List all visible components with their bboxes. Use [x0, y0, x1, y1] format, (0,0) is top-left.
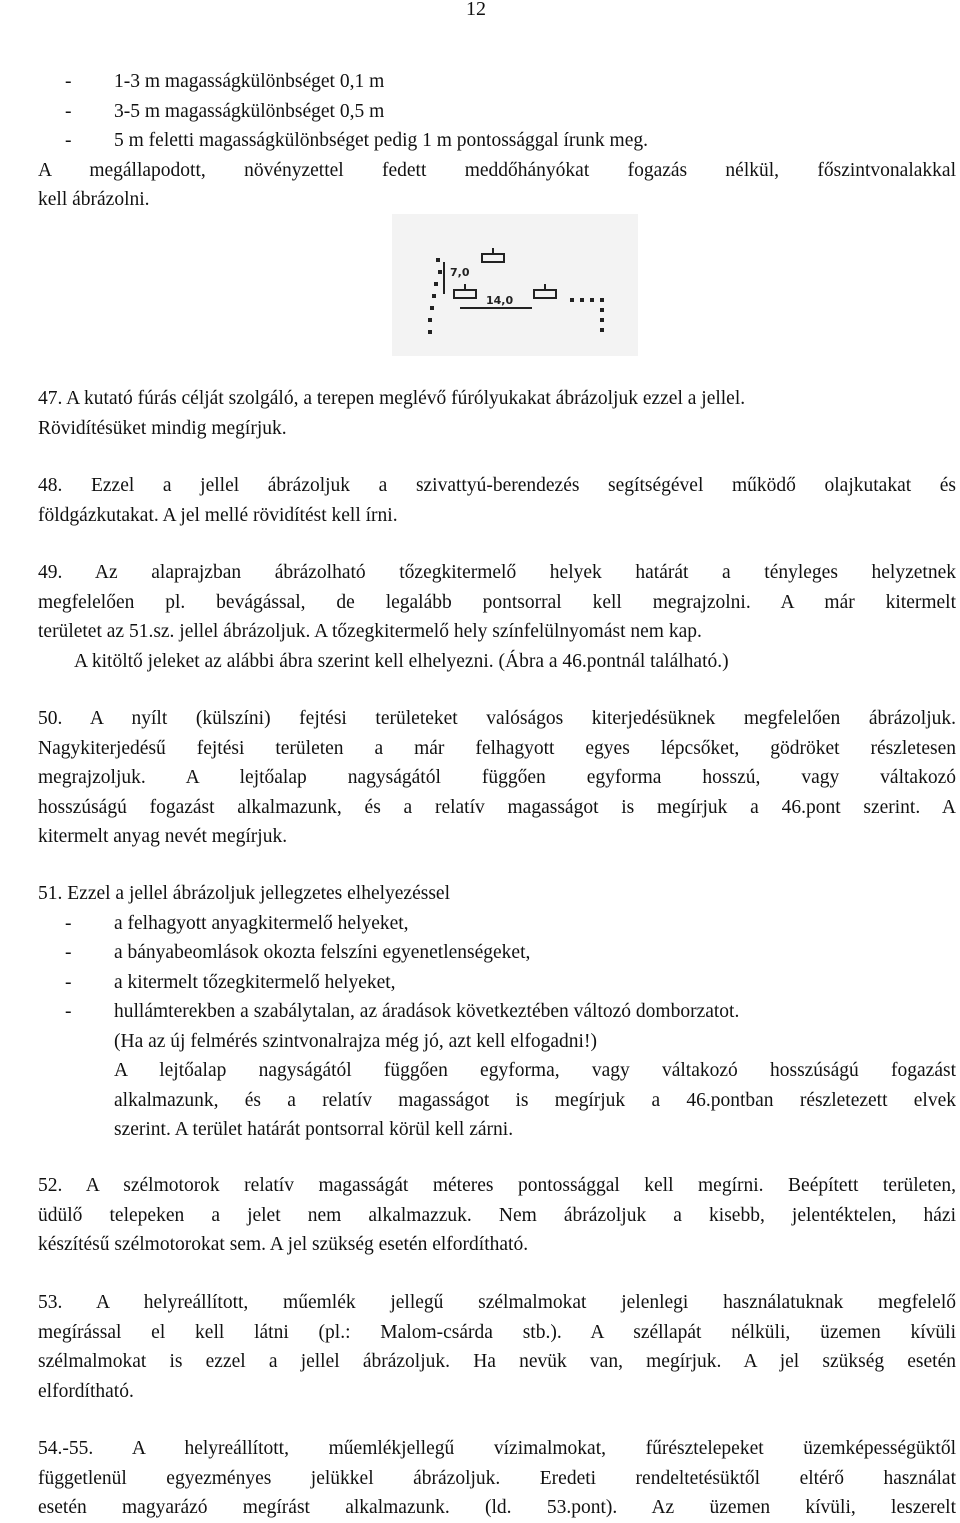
paragraph-line: esetén magyarázó megírást alkalmazunk. (ld. 53.pont). Az üzemen kívüli, leszerelt [38, 1497, 956, 1518]
section-47 [38, 384, 956, 443]
section-51 [38, 879, 956, 1145]
figure-label-a: 7,0 [450, 266, 470, 279]
list-item: - a bányabeomlások okozta felszíni egyenetlenségeket, [65, 942, 531, 963]
figure-label-b: 14,0 [486, 294, 514, 307]
paragraph-line: Rövidítésüket mindig megírjuk. [38, 417, 287, 439]
section-49 [38, 558, 956, 676]
paragraph-line: megrajzoljuk. A lejtőalap nagyságától függően egyforma hosszú, vagy váltakozó [38, 767, 956, 788]
drill-symbol-diagram [392, 214, 638, 356]
paragraph-line: 51. Ezzel a jellel ábrázoljuk jellegzetes elhelyezéssel [38, 883, 450, 904]
list-item: - a kitermelt tőzegkitermelő helyeket, [65, 971, 396, 993]
paragraph-line: 50. A nyílt (külszíni) fejtési területeket valóságos kiterjedésüknek megfelelően ábrázoljuk. [38, 708, 956, 729]
section-53 [38, 1288, 956, 1406]
paragraph-line: területet az 51.sz. jellel ábrázoljuk. A tőzegkitermelő hely színfelülnyomást nem kap. [38, 621, 702, 642]
section-52 [38, 1171, 956, 1260]
paragraph-line: hosszúságú fogazást alkalmazunk, és a relatív magasságot is megírjuk a 46.pont szerint. A [38, 796, 956, 818]
paragraph-line: földgázkutakat. A jel mellé rövidítést kell írni. [38, 504, 398, 526]
paragraph-line: 48. Ezzel a jellel ábrázoljuk a szivattyú-berendezés segítségével működő olajkutakat és [38, 475, 956, 496]
paragraph-line: A megállapodott, növényzettel fedett meddőhányókat fogazás nélkül, főszintvonalakkal [38, 159, 956, 181]
paragraph-line: A lejtőalap nagyságától függően egyforma, vagy váltakozó hosszúságú fogazást [114, 1060, 956, 1081]
list-item: - hullámterekben a szabálytalan, az áradások következtében változó domborzatot. [65, 1001, 740, 1022]
paragraph-line: kell ábrázolni. [38, 189, 150, 210]
paragraph-line: szélmalmokat is ezzel a jellel ábrázoljuk. Ha nevük van, megírjuk. A jel szükség esetén [38, 1351, 956, 1372]
section-54-55 [38, 1434, 956, 1523]
paragraph-line: alkalmazunk, és a relatív magasságot is megírjuk a 46.pontban részletezett elvek [114, 1089, 956, 1111]
paragraph-line: készítésű szélmotorokat sem. A jel szükség esetén elfordítható. [38, 1234, 529, 1255]
paragraph-line: megfelelően pl. bevágással, de legalább pontsorral kell megrajzolni. A már kitermelt [38, 591, 956, 613]
paragraph-line: 54.-55. A helyreállított, műemlékjellegű vízimalmokat, fűrésztelepeket üzemképességüktől [38, 1438, 956, 1459]
list-item: - 5 m feletti magasságkülönbséget pedig 1 m pontossággal írunk meg. [65, 130, 648, 151]
paragraph-line: 47. A kutató fúrás célját szolgáló, a terepen meglévő fúrólyukakat ábrázoljuk ezzel a jellel. [38, 388, 746, 409]
list-item: - a felhagyott anyagkitermelő helyeket, [65, 912, 409, 934]
page-number: 12 [466, 0, 486, 20]
paragraph-line: elfordítható. [38, 1380, 134, 1402]
paragraph-line: 49. Az alaprajzban ábrázolható tőzegkitermelő helyek határát a tényleges helyzetnek [38, 562, 956, 583]
paragraph-line: üdülő telepeken a jelet nem alkalmazzuk. Nem ábrázoljuk a kisebb, jelentéktelen, házi [38, 1204, 956, 1226]
paragraph-line: megírással el kell látni (pl.: Malom-csárda stb.). A széllapát nélküli, üzemen kívüli [38, 1321, 956, 1343]
paragraph-line: A kitöltő jeleket az alábbi ábra szerint kell elhelyezni. (Ábra a 46.pontnál található.) [74, 650, 729, 672]
paragraph-line: Nagykiterjedésű fejtési területen a már felhagyott egyes lépcsőket, gödröket részletesen [38, 737, 956, 759]
drill-symbol-figure [392, 214, 638, 356]
paragraph-line: (Ha az új felmérés szintvonalrajza még jó, azt kell elfogadni!) [114, 1030, 597, 1052]
paragraph-line: 52. A szélmotorok relatív magasságát méteres pontossággal kell megírni. Beépített területen, [38, 1175, 956, 1196]
paragraph-line: 53. A helyreállított, műemlék jellegű szélmalmokat jelenlegi használatuknak megfelelő [38, 1292, 956, 1313]
paragraph-line: szerint. A terület határát pontsorral körül kell zárni. [114, 1119, 514, 1140]
intro-list [38, 67, 956, 215]
section-50 [38, 704, 956, 852]
paragraph-line: függetlenül egyezményes jelükkel ábrázoljuk. Eredeti rendeltetésüktől eltérő használat [38, 1467, 956, 1489]
list-item: - 1-3 m magasságkülönbséget 0,1 m [65, 71, 385, 92]
section-48 [38, 471, 956, 530]
list-item: - 3-5 m magasságkülönbséget 0,5 m [65, 100, 385, 122]
paragraph-line: kitermelt anyag nevét megírjuk. [38, 826, 288, 847]
